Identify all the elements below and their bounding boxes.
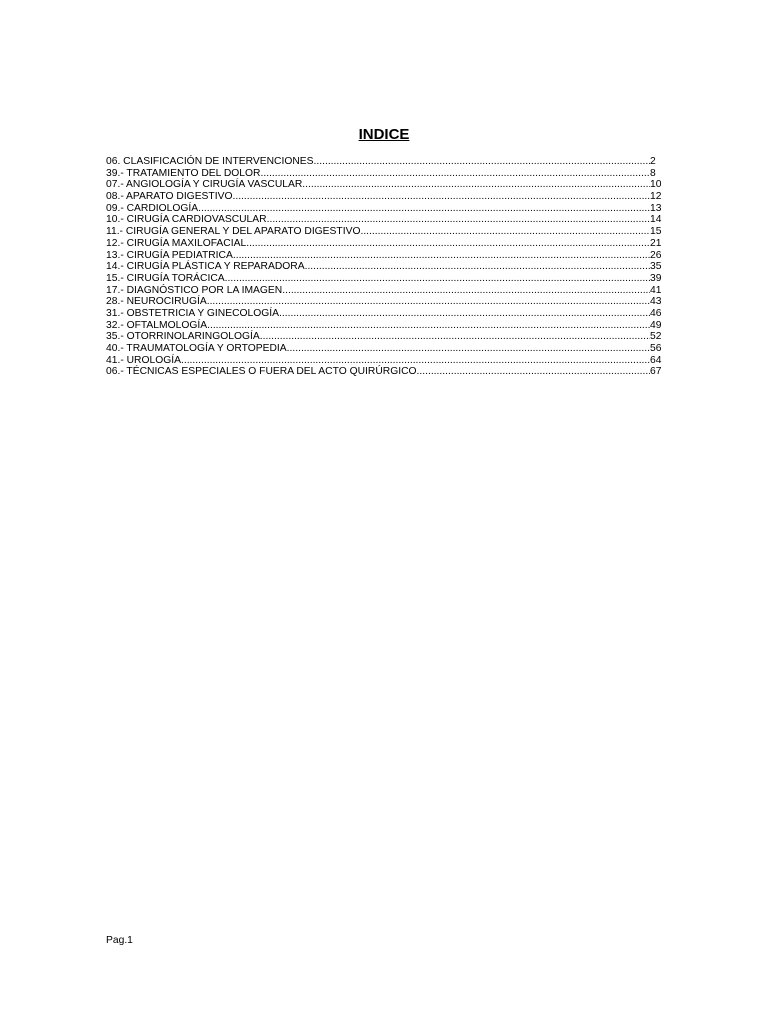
toc-entry-label: 35.- OTORRINOLARINGOLOGÍA bbox=[106, 331, 260, 343]
toc-entry[interactable] bbox=[106, 331, 664, 343]
toc-entry-page-number: 2 bbox=[650, 156, 656, 167]
toc-entry[interactable] bbox=[106, 250, 664, 262]
toc-dot-leader bbox=[282, 285, 650, 297]
toc-dot-leader bbox=[207, 296, 650, 308]
page-number-footer: Pag.1 bbox=[106, 935, 133, 946]
toc-entry-page-number: 43 bbox=[650, 296, 662, 308]
toc-entry-page-number: 8 bbox=[650, 167, 656, 179]
toc-entry-page-number: 41 bbox=[650, 284, 662, 296]
toc-dot-leader bbox=[305, 261, 650, 273]
toc-entry[interactable] bbox=[106, 273, 664, 285]
toc-entry[interactable] bbox=[106, 343, 664, 355]
page-title: INDICE bbox=[358, 126, 410, 143]
toc-dot-leader bbox=[417, 366, 650, 378]
toc-dot-leader bbox=[260, 168, 650, 180]
toc-dot-leader bbox=[260, 331, 650, 343]
toc-entry-page-number: 14 bbox=[650, 214, 662, 226]
toc-dot-leader bbox=[267, 214, 650, 226]
toc-entry[interactable] bbox=[106, 366, 664, 378]
toc-dot-leader bbox=[198, 203, 650, 215]
toc-entry[interactable] bbox=[106, 285, 664, 297]
toc-dot-leader bbox=[360, 226, 650, 238]
toc-dot-leader bbox=[314, 156, 650, 168]
toc-entry-page-number: 67 bbox=[650, 366, 662, 378]
toc-entry-page-number: 10 bbox=[650, 179, 662, 191]
toc-entry[interactable] bbox=[106, 355, 664, 367]
toc-entry-page-number: 64 bbox=[650, 354, 662, 366]
toc-entry-label: 40.- TRAUMATOLOGÍA Y ORTOPEDIA bbox=[106, 343, 287, 354]
toc-entry[interactable] bbox=[106, 238, 664, 250]
toc-entry[interactable] bbox=[106, 191, 664, 203]
toc-entry-label: 17.- DIAGNÓSTICO POR LA IMAGEN bbox=[106, 284, 283, 296]
toc-entry-page-number: 46 bbox=[650, 307, 662, 319]
toc-entry-page-number: 49 bbox=[650, 319, 662, 331]
toc-entry[interactable] bbox=[106, 296, 664, 308]
toc-entry-label: 13.- CIRUGÍA PEDIATRICA bbox=[106, 249, 233, 261]
table-of-contents bbox=[106, 156, 664, 378]
toc-entry[interactable] bbox=[106, 308, 664, 320]
toc-entry[interactable] bbox=[106, 168, 664, 180]
toc-entry-label: 15.- CIRUGÍA TORÁCICA bbox=[106, 272, 225, 284]
toc-entry-page-number: 35 bbox=[650, 261, 662, 273]
toc-entry-page-number: 52 bbox=[650, 331, 662, 343]
toc-dot-leader bbox=[181, 355, 650, 367]
toc-entry-label: 09.- CARDIOLOGÍA bbox=[106, 202, 199, 214]
toc-entry-page-number: 12 bbox=[650, 191, 662, 203]
toc-entry[interactable] bbox=[106, 156, 664, 168]
toc-entry-label: 06. CLASIFICACIÓN DE INTERVENCIONES bbox=[106, 156, 314, 167]
toc-dot-leader bbox=[207, 320, 650, 332]
toc-entry[interactable] bbox=[106, 203, 664, 215]
toc-entry[interactable] bbox=[106, 214, 664, 226]
toc-entry-page-number: 56 bbox=[650, 343, 662, 354]
toc-dot-leader bbox=[287, 343, 650, 355]
toc-entry-label: 12.- CIRUGÍA MAXILOFACIAL bbox=[106, 237, 247, 249]
toc-dot-leader bbox=[246, 238, 650, 250]
toc-entry-page-number: 26 bbox=[650, 249, 662, 261]
toc-entry-label: 31.- OBSTETRICIA Y GINECOLOGÍA bbox=[106, 307, 280, 319]
toc-dot-leader bbox=[302, 179, 650, 191]
toc-entry-label: 08.- APARATO DIGESTIVO bbox=[106, 191, 233, 203]
toc-entry-label: 14.- CIRUGÍA PLÁSTICA Y REPARADORA bbox=[106, 261, 305, 273]
toc-entry-label: 28.- NEUROCIRUGÍA bbox=[106, 296, 207, 308]
toc-entry-label: 06.- TÉCNICAS ESPECIALES O FUERA DEL ACTO QUIRÚRGICO bbox=[106, 366, 417, 378]
toc-entry-label: 32.- OFTALMOLOGÍA bbox=[106, 319, 208, 331]
toc-entry-label: 39.- TRATAMIENTO DEL DOLOR bbox=[106, 167, 261, 179]
toc-entry-page-number: 15 bbox=[650, 226, 662, 238]
toc-entry-page-number: 13 bbox=[650, 202, 662, 214]
toc-entry[interactable] bbox=[106, 320, 664, 332]
toc-entry-label: 11.- CIRUGÍA GENERAL Y DEL APARATO DIGESTIVO bbox=[106, 226, 361, 238]
toc-entry-page-number: 39 bbox=[650, 272, 662, 284]
toc-entry-label: 07.- ANGIOLOGÍA Y CIRUGÍA VASCULAR bbox=[106, 179, 303, 191]
toc-dot-leader bbox=[279, 308, 650, 320]
toc-dot-leader bbox=[233, 250, 650, 262]
toc-entry-page-number: 21 bbox=[650, 237, 662, 249]
toc-dot-leader bbox=[232, 191, 650, 203]
toc-entry-label: 10.- CIRUGÍA CARDIOVASCULAR bbox=[106, 214, 267, 226]
toc-entry[interactable] bbox=[106, 226, 664, 238]
toc-entry[interactable] bbox=[106, 261, 664, 273]
toc-entry[interactable] bbox=[106, 179, 664, 191]
toc-entry-label: 41.- UROLOGÍA bbox=[106, 354, 181, 366]
toc-dot-leader bbox=[225, 273, 650, 285]
